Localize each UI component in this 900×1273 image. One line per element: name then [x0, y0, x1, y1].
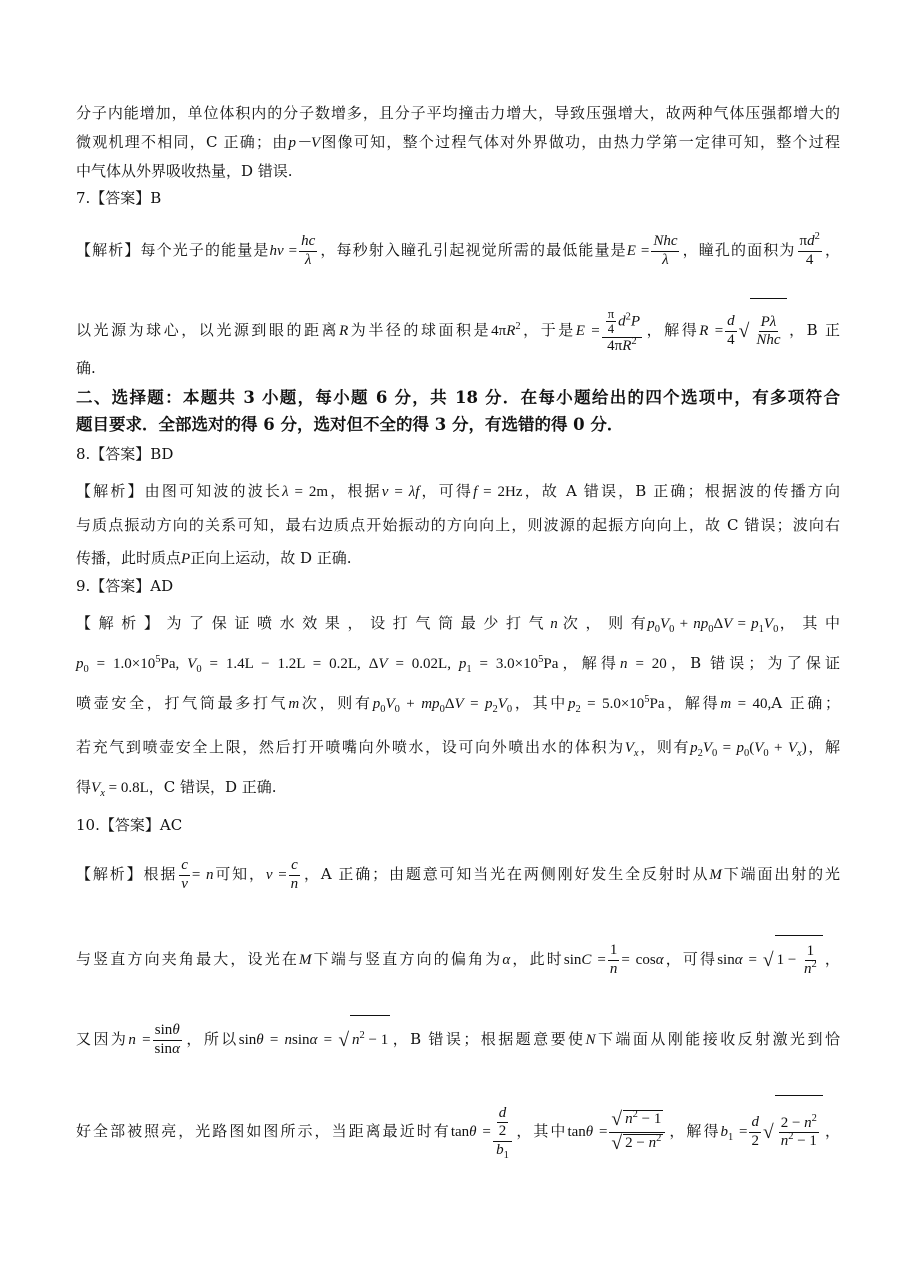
q8-line-3: 传播，此时质点P正向上运动，故 D 正确.: [76, 549, 352, 567]
q9-line-1: 【 解 析 】 为 了 保 证 喷 水 效 果 ， 设 打 气 筒 最 少 打 气 n 次 ， 则 有$p_0V_0 + np_0\Delta V = p_1V_0$， 其 中: [76, 614, 841, 635]
q10-answer: 10.【答案】AC: [76, 816, 183, 834]
q8-answer: 8.【答案】BD: [76, 445, 174, 463]
q9-line-2: $p_0 = 1.0\times 10^5Pa$, $V_0 = 1.4L - 1.2L = 0.2L$, ΔV = 0.02L, $p_1 = 3.0\times 10^5Pa$，解得n = 20，B 错误；为了保证: [76, 654, 841, 675]
q9-answer: 9.【答案】AD: [76, 577, 174, 595]
q9-line-5: 得$V_x = 0.8L$，C 错误，D 正确.: [76, 778, 277, 799]
pv-symbol: p－V: [288, 135, 321, 151]
section-2-title: 二、选择题：本题共 3 小题，每小题 6 分，共 18 分．在每小题给出的四个选项中，有多项符合: [76, 388, 840, 407]
section-2-subtitle: 题目要求．全部选对的得 6 分，选对但不全的得 3 分，有选错的得 0 分．: [76, 415, 624, 434]
q6-line-1: 分子内能增加，单位体积内的分子数增多，且分子平均撞击力增大，导致压强增大，故两种气体压强都增大的: [76, 104, 840, 122]
q8-line-1: 【解析】由图可知波的波长λ = 2m，根据v = λf，可得f = 2Hz，故 A 错误，B 正确；根据波的传播方向: [76, 482, 840, 500]
q9-line-4: 若充气到喷壶安全上限，然后打开喷嘴向外喷水，设可向外喷出水的体积为$V_x$，则有$p_2V_0 = p_0(V_0 + V_x)$，解: [76, 738, 840, 759]
q7-line-3: 确.: [76, 359, 96, 377]
q10-line-2: 与竖直方向夹角最大，设光在M下端与竖直方向的偏角为α，此时sinC = $\frac{1}{n}$ = cosα，可得sinα = √ 1 − $\frac{1}{n^2}$ ，: [76, 935, 840, 985]
q10-line-4: 好全部被照亮，光路图如图所示，当距离最近时有tanθ = $\frac{\frac{d}{2}}{b_1}$ ，其中tanθ = $\frac{√ n^2 - 1}{√ 2 - n^2}$ ，解得$b_1$ = $\frac{d}{2}$ √ $\frac{2 - n^2}{n^2 - 1}$ ，: [76, 1095, 840, 1169]
q7-answer: 7.【答案】B: [76, 189, 162, 207]
q10-line-3: 又因为n = $\frac{\sin\theta}{\sin\alpha}$ ，所以sinθ = nsinα = √ $n^2 - 1$ ，B 错误；根据题意要使N下端面从刚能接收反射激光到恰: [76, 1015, 840, 1065]
q9-line-3: 喷壶安全，打气筒最多打气m次，则有$p_0V_0 + mp_0\Delta V = p_2V_0$，其中$p_2 = 5.0\times 10^5Pa$，解得m = 40,A 正确；: [76, 694, 840, 715]
q7-line-2: 以光源为球心，以光源到眼的距离R为半径的球面积是$4\pi R^2$，于是E = $\frac{\pi}{4}$ $d^2P$ $4\pi R^2$ ，解得R = $\frac{d}{4}$ √ $\frac{P\lambda}{\text{Nhc}}$ ，B 正: [76, 298, 840, 364]
q6-line-2: 微观机理不相同，C 正确；由p－V图像可知，整个过程气体对外界做功，由热力学第一定律可知，整个过程: [76, 133, 840, 151]
q10-line-1: 【解析】根据 $\frac{c}{v}$ = n可知，v = $\frac{c}{n}$ ，A 正确；由题意可知当光在两侧刚好发生全反射时从M下端面出射的光: [76, 857, 840, 892]
q6-line-3: 中气体从外界吸收热量，D 错误.: [76, 162, 293, 180]
q8-line-2: 与质点振动方向的关系可知，最右边质点开始振动的方向向上，则波源的起振方向向上，故 C 错误；波向右: [76, 516, 840, 534]
q7-line-1: 【解析】每个光子的能量是hν = $\frac{hc}{\lambda}$ ，每秒射入瞳孔引起视觉所需的最低能量是E = $\frac{\text{Nhc}}{\lambda}$ ，瞳孔的面积为 $\frac{\pi d^2}{4}$ ，: [76, 231, 840, 268]
